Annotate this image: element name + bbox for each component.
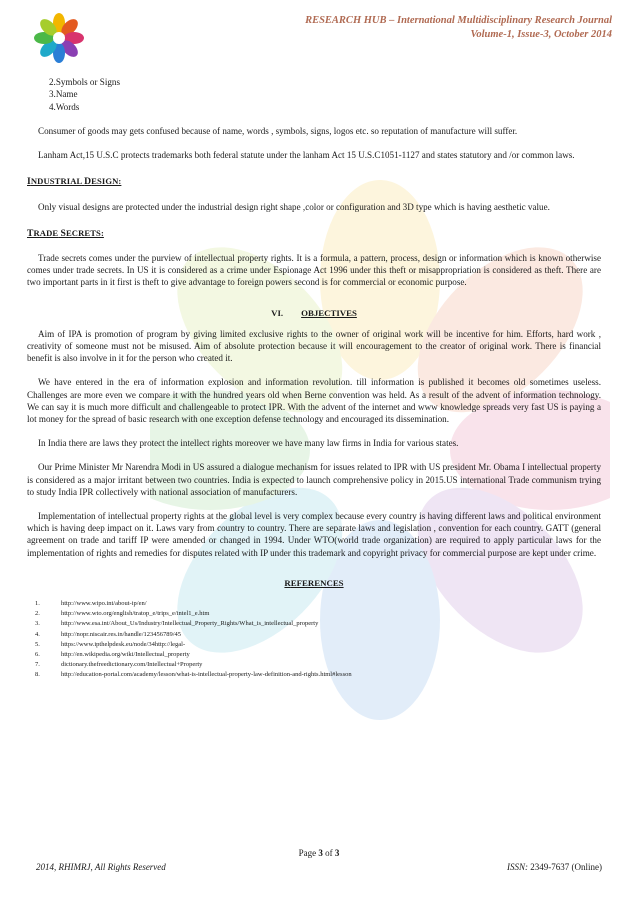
- journal-header: [305, 14, 612, 42]
- reference-link[interactable]: http://www.esa.int/About_Us/Industry/Intellectual_Property_Rights/What_is_intellectual_property: [61, 620, 319, 628]
- heading-trade-secrets: TRADE SECRETS:: [27, 227, 104, 239]
- paragraph-industrial-design: Only visual designs are protected under the industrial design right shape ,color or configuration and 3D type which is having aesthetic value.: [38, 201, 550, 212]
- journal-title-line: [305, 14, 612, 28]
- list-item: 4.Words: [49, 101, 80, 112]
- heading-references: REFERENCES: [284, 577, 344, 588]
- trademark-forms-list: [27, 76, 601, 113]
- list-item: 3.Name: [49, 89, 78, 100]
- reference-item: 4. http://nopr.niscair.res.in/handle/123456789/45: [27, 630, 601, 640]
- paragraph-consumer: Consumer of goods may gets confused because of name, words , symbols, signs, logos etc. so reputation of manufacture will suffer.: [38, 125, 518, 136]
- paragraph-objectives-2: We have entered in the era of information explosion and information revolution. till information is published it becomes old sometimes useless. Challenges are more even we compare it with the hundred years old when Berne convention was held. As a result of the advent of information technology. We can say it is much more difficult and challengeable to protect IPR. With the advent of the internet and www knowledge spreads very fast US is paying a lot money for the spread of basic research with one exception defense technology and encouraged its dissemination.: [27, 377, 601, 424]
- reference-link[interactable]: http://www.wipo.int/about-ip/en/: [61, 599, 147, 607]
- heading-industrial-design: INDUSTRIAL DESIGN:: [27, 176, 122, 188]
- list-item: 2.Symbols or Signs: [49, 77, 120, 87]
- page-number: Page 3 of 3: [298, 848, 340, 858]
- reference-item: 3. http://www.esa.int/About_Us/Industry/Intellectual_Property_Rights/What_is_intellectual_property: [27, 619, 601, 629]
- reference-item: 1. http://www.wipo.int/about-ip/en/: [27, 599, 601, 609]
- journal-name: RESEARCH HUB: [305, 15, 387, 26]
- journal-subtitle: – International Multidisciplinary Research Journal: [386, 15, 612, 26]
- reference-link[interactable]: dictionary.thefreedictionary.com/Intellectual+Property: [61, 661, 203, 669]
- references-list: [27, 599, 601, 681]
- article-body: [27, 76, 601, 681]
- reference-link[interactable]: http://en.wikipedia.org/wiki/Intellectual_property: [61, 650, 190, 658]
- reference-item: 6. http://en.wikipedia.org/wiki/Intellectual_property: [27, 650, 601, 660]
- paragraph-objectives-1: Aim of IPA is promotion of program by giving limited exclusive rights to the owner of original work will be incentive for him. Efforts, hard work , creativity of someone must not be misused. Aim of absolute protection because it will encouragement to the creator of original work. There is financial benefit is also involve in it for the person who created it.: [27, 328, 601, 364]
- heading-objectives: VI. OBJECTIVES: [271, 307, 357, 318]
- reference-item: 8. http://education-portal.com/academy/lesson/what-is-intellectual-property-law-definition-and-rights.html#lesson: [27, 670, 601, 680]
- paragraph-objectives-4: Our Prime Minister Mr Narendra Modi in US assured a dialogue mechanism for issues related to IPR with US president Mr. Obama I intellectual property is considered as a major irritant between two countries. India is expected to launch comprehensive policy in 2015.US international Trade communism trying to study India IPR collectively with national association of manufacturers.: [27, 462, 601, 497]
- paragraph-trade-secrets: Trade secrets comes under the purview of intellectual property rights. It is a formula, a pattern, process, design or information which is known otherwise comes under trade secrets. In US it is considered as a crime under Espionage Act 1996 under this theft or misappropriation is considered as theft. There are two important parts in it first is theft to give advantage to foreign powers second is for commercial or economic purpose.: [27, 252, 601, 288]
- reference-link[interactable]: https://www.ipthelpdesk.eu/node/34http://legal-: [61, 640, 186, 648]
- reference-link[interactable]: http://www.wto.org/english/tratop_e/trips_e/intel1_e.htm: [61, 610, 210, 618]
- paragraph-objectives-5: Implementation of intellectual property rights at the global level is very complex because every country is having different laws and political environment which is having deep impact on it. Laws vary from country to country. There are separate laws and legislation , convention for each country. GATT (general agreement on trade and tariff IP were amended or changed in 1994. Under WTO(world trade organization) are required to apply particular laws for the implementation of rights and remedies for disputes related with IP under this trademark and copyright privacy for commercial purpose are kept under crime.: [27, 510, 601, 558]
- journal-issue: Volume-1, Issue-3, October 2014: [470, 29, 612, 40]
- copyright-notice: 2014, RHIMRJ, All Rights Reserved: [36, 862, 166, 872]
- paragraph-objectives-3: In India there are laws they protect the intellect rights moreover we have many law firms in India for various states.: [38, 438, 459, 449]
- reference-link[interactable]: http://nopr.niscair.res.in/handle/123456789/45: [61, 630, 182, 638]
- reference-item: 7. dictionary.thefreedictionary.com/Intellectual+Property: [27, 660, 601, 670]
- reference-item: 2. http://www.wto.org/english/tratop_e/trips_e/intel1_e.htm: [27, 609, 601, 619]
- issn-number: ISSN: 2349-7637 (Online): [507, 862, 602, 872]
- reference-item: 5. https://www.ipthelpdesk.eu/node/34http://legal-: [27, 640, 601, 650]
- reference-link[interactable]: http://education-portal.com/academy/lesson/what-is-intellectual-property-law-definition-and-rights.html#lesson: [61, 671, 352, 679]
- paragraph-lanham: Lanham Act,15 U.S.C protects trademarks both federal statute under the lanham Act 15 U.S.C1051-1127 and states statutory and /or common laws.: [38, 150, 575, 161]
- hands-circle-logo-icon: [33, 12, 85, 64]
